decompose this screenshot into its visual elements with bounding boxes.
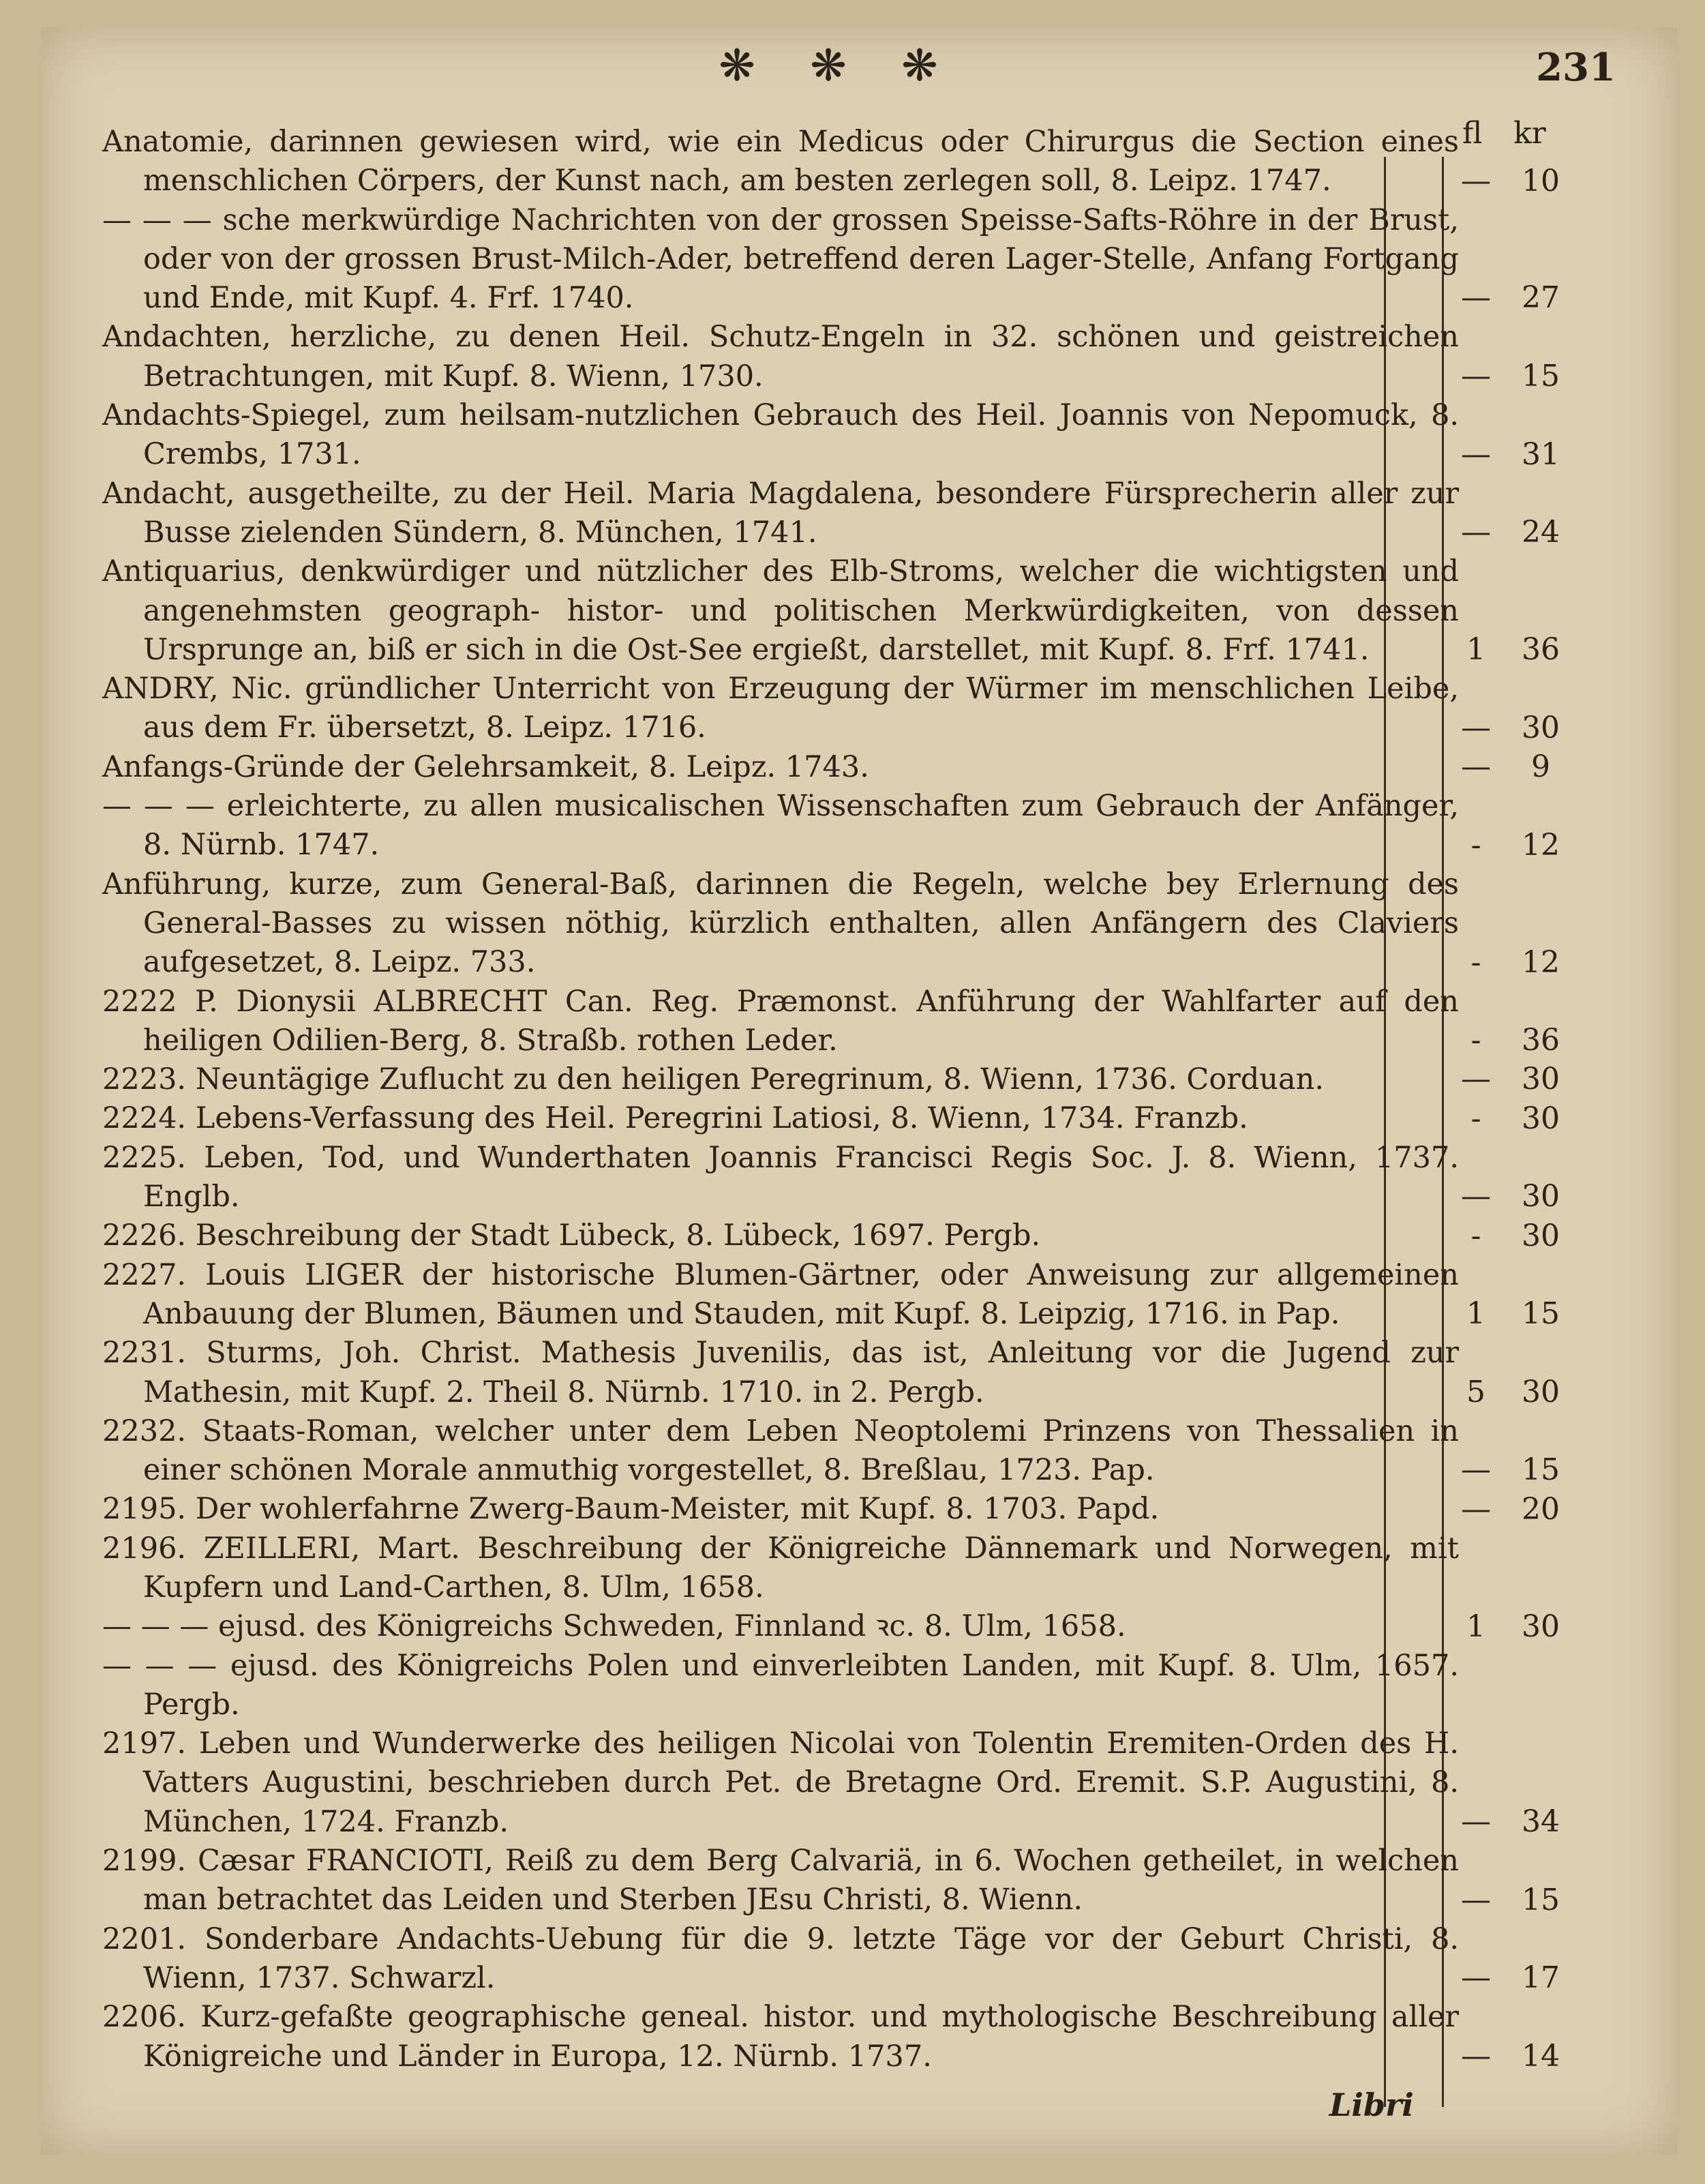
price-florin: - <box>1470 827 1481 863</box>
price-kreuzer: 14 <box>1522 2038 1560 2074</box>
catalog-entry <box>102 670 1670 748</box>
price-kreuzer: 30 <box>1522 1374 1560 1409</box>
entry-text: Andachten, herzliche, zu denen Heil. Schutz-Engeln in 32. schönen und geistreichen Betrachtungen, mit Kupf. 8. Wienn, 1730. <box>102 320 1459 393</box>
entry-text: — — — sche merkwürdige Nachrichten von der grossen Speisse-Safts-Röhre in der Brust, oder von der grossen Brust-Milch-Ader, betreffend deren Lager-Stelle, Anfang Fortgang und Ende, mit Kupf. 4. Frf. 1740. <box>102 203 1459 316</box>
price-kreuzer: 24 <box>1522 515 1560 550</box>
price-florin: — <box>1461 1062 1491 1097</box>
price-florin: - <box>1470 1101 1481 1136</box>
price-kreuzer: 15 <box>1522 1882 1560 1917</box>
price-kreuzer: 27 <box>1522 280 1560 316</box>
entry-text: Andachts-Spiegel, zum heilsam-nutzlichen Gebrauch des Heil. Joannis von Nepomuck, 8. Crembs, 1731. <box>102 398 1459 472</box>
catalog-entries <box>102 123 1670 2076</box>
entry-text: 2226. Beschreibung der Stadt Lübeck, 8. Lübeck, 1697. Pergb. <box>102 1218 1041 1253</box>
entry-text: 2195. Der wohlerfahrne Zwerg-Baum-Meister, mit Kupf. 8. 1703. Papd. <box>102 1492 1160 1527</box>
price-kreuzer: 36 <box>1522 1023 1560 1058</box>
catalog-entry <box>102 1139 1670 1217</box>
price-florin: — <box>1461 2038 1491 2074</box>
catalog-entry <box>102 1724 1670 1842</box>
price-florin: — <box>1461 1491 1491 1527</box>
entry-text: 2232. Staats-Roman, welcher unter dem Leben Neoptolemi Prinzens von Thessalien in einer schönen Morale anmuthig vorgestellet, 8. Breßlau, 1723. Pap. <box>102 1413 1459 1488</box>
price-kreuzer: 30 <box>1522 1218 1560 1253</box>
catalog-entry <box>102 318 1670 396</box>
entry-text: — — — erleichterte, zu allen musicalischen Wissenschaften zum Gebrauch der Anfänger, 8. Nürnb. 1747. <box>102 789 1459 863</box>
entry-text: Antiquarius, denkwürdiger und nützlicher des Elb-Stroms, welcher die wichtigsten und angenehmsten geograph- histor- und politischen Merkwürdigkeiten, von dessen Ursprunge an, biß er sich in die Ost-See ergießt, darstellet, mit Kupf. 8. Frf. 1741. <box>102 554 1459 667</box>
catalog-entry <box>102 552 1670 670</box>
price-florin: — <box>1461 1882 1491 1917</box>
price-florin: - <box>1470 944 1481 980</box>
price-kreuzer: 10 <box>1522 163 1560 198</box>
entry-text: — — — ejusd. des Königreichs Polen und einverleibten Landen, mit Kupf. 8. Ulm, 1657. Pergb. <box>102 1648 1459 1722</box>
price-florin: — <box>1461 1960 1491 1996</box>
catalog-entry <box>102 1216 1670 1255</box>
entry-text: 2197. Leben und Wunderwerke des heiligen Nicolai von Tolentin Eremiten-Orden des H. Vatters Augustini, beschrieben durch Pet. de Bretagne Ord. Eremit. S.P. Augustini, 8. München, 1724. Franzb. <box>102 1726 1459 1839</box>
price-florin: 1 <box>1466 632 1485 668</box>
catalog-entry <box>102 1842 1670 1920</box>
price-florin: — <box>1461 280 1491 316</box>
catalog-entry <box>102 1490 1670 1529</box>
catalog-entry <box>102 983 1670 1061</box>
entry-text: 2206. Kurz-gefaßte geographische geneal. histor. und mythologische Beschreibung aller Königreiche und Länder in Europa, 12. Nürnb. 1737. <box>102 2000 1459 2074</box>
entry-text: ANDRY, Nic. gründlicher Unterricht von Erzeugung der Würmer im menschlichen Leibe, aus dem Fr. übersetzt, 8. Leipz. 1716. <box>102 672 1459 745</box>
price-florin: 1 <box>1466 1296 1485 1332</box>
entry-text: 2223. Neuntägige Zuflucht zu den heiligen Peregrinum, 8. Wienn, 1736. Corduan. <box>102 1062 1324 1097</box>
catalog-entry <box>102 396 1670 475</box>
price-florin: — <box>1461 1179 1491 1214</box>
price-kreuzer: 12 <box>1522 944 1560 980</box>
catalog-entry <box>102 1998 1670 2076</box>
catalog-entry <box>102 1920 1670 1999</box>
catalog-entry <box>102 1412 1670 1491</box>
catalog-entry <box>102 865 1670 983</box>
price-florin: — <box>1461 515 1491 550</box>
entry-text: 2225. Leben, Tod, und Wunderthaten Joannis Francisci Regis Soc. J. 8. Wienn, 1737. Englb. <box>102 1140 1459 1214</box>
entry-text: — — — ejusd. des Königreichs Schweden, Finnland ꝛc. 8. Ulm, 1658. <box>102 1609 1126 1644</box>
price-florin: 5 <box>1466 1374 1485 1409</box>
catalog-entry <box>102 1256 1670 1334</box>
price-kreuzer: 34 <box>1522 1804 1560 1840</box>
catalog-entry <box>102 787 1670 865</box>
entry-text: Anatomie, darinnen gewiesen wird, wie ein Medicus oder Chirurgus die Section eines menschlichen Cörpers, der Kunst nach, am besten zerlegen soll, 8. Leipz. 1747. <box>102 125 1459 198</box>
header-ornament: ❋ ❋ ❋ <box>719 41 959 91</box>
price-kreuzer: 30 <box>1522 1101 1560 1136</box>
price-florin: — <box>1461 710 1491 745</box>
entry-text: 2227. Louis LIGER der historische Blumen-Gärtner, oder Anweisung zur allgemeinen Anbauung der Blumen, Bäumen und Stauden, mit Kupf. 8. Leipzig, 1716. in Pap. <box>102 1257 1459 1331</box>
catalog-entry <box>102 201 1670 318</box>
catalog-entry <box>102 123 1670 201</box>
catalog-entry <box>102 1647 1670 1725</box>
entry-text: Anfangs-Gründe der Gelehrsamkeit, 8. Leipz. 1743. <box>102 749 869 784</box>
price-kreuzer: 9 <box>1531 749 1550 785</box>
price-kreuzer: 15 <box>1522 1296 1560 1332</box>
price-florin: — <box>1461 359 1491 394</box>
catalog-entry <box>102 1334 1670 1412</box>
price-florin: - <box>1470 1023 1481 1058</box>
catalog-entry <box>102 1099 1670 1138</box>
entry-text: Andacht, ausgetheilte, zu der Heil. Maria Magdalena, besondere Fürsprecherin aller zur Busse zielenden Sündern, 8. München, 1741. <box>102 476 1459 550</box>
page-header <box>41 41 1677 102</box>
price-florin: — <box>1461 1804 1491 1840</box>
price-florin: — <box>1461 749 1491 785</box>
price-kreuzer: 20 <box>1522 1491 1560 1527</box>
price-kreuzer: 30 <box>1522 1062 1560 1097</box>
column-header-fl: fl <box>1462 116 1483 151</box>
entry-text: 2231. Sturms, Joh. Christ. Mathesis Juvenilis, das ist, Anleitung vor die Jugend zur Mathesin, mit Kupf. 2. Theil 8. Nürnb. 1710. in 2. Pergb. <box>102 1336 1459 1409</box>
page-number: 231 <box>1536 45 1616 90</box>
entry-text: 2224. Lebens-Verfassung des Heil. Peregrini Latiosi, 8. Wienn, 1734. Franzb. <box>102 1101 1248 1136</box>
price-kreuzer: 31 <box>1522 436 1560 472</box>
price-florin: 1 <box>1466 1609 1485 1644</box>
catalog-entry <box>102 1607 1670 1646</box>
catalog-entry <box>102 1529 1670 1608</box>
entry-text: 2222 P. Dionysii ALBRECHT Can. Reg. Præmonst. Anführung der Wahlfarter auf den heiligen Odilien-Berg, 8. Straßb. rothen Leder. <box>102 984 1459 1058</box>
price-kreuzer: 30 <box>1522 710 1560 745</box>
price-kreuzer: 30 <box>1522 1609 1560 1644</box>
price-kreuzer: 15 <box>1522 1452 1560 1488</box>
price-kreuzer: 12 <box>1522 827 1560 863</box>
column-header-kr: kr <box>1513 116 1546 151</box>
entry-text: 2196. ZEILLERI, Mart. Beschreibung der Königreiche Dännemark und Norwegen, mit Kupfern und Land-Carthen, 8. Ulm, 1658. <box>102 1531 1459 1604</box>
entry-text: Anführung, kurze, zum General-Baß, darinnen die Regeln, welche bey Erlernung des General-Basses zu wissen nöthig, kürzlich enthalten, allen Anfängern des Claviers aufgesetzet, 8. Leipz. 733. <box>102 867 1459 980</box>
entry-text: 2199. Cæsar FRANCIOTI, Reiß zu dem Berg Calvariä, in 6. Wochen getheilet, in welchen man betrachtet das Leiden und Sterben JEsu Christi, 8. Wienn. <box>102 1844 1459 1917</box>
price-kreuzer: 36 <box>1522 632 1560 668</box>
catchword: Libri <box>1329 2086 1414 2123</box>
price-florin: — <box>1461 1452 1491 1488</box>
price-kreuzer: 30 <box>1522 1179 1560 1214</box>
catalog-page <box>41 27 1677 2155</box>
catalog-entry <box>102 748 1670 787</box>
price-florin: — <box>1461 163 1491 198</box>
price-kreuzer: 17 <box>1522 1960 1560 1996</box>
price-florin: - <box>1470 1218 1481 1253</box>
price-kreuzer: 15 <box>1522 359 1560 394</box>
price-florin: — <box>1461 436 1491 472</box>
entry-text: 2201. Sonderbare Andachts-Uebung für die 9. letzte Täge vor der Geburt Christi, 8. Wienn, 1737. Schwarzl. <box>102 1921 1459 1995</box>
catalog-entry <box>102 1060 1670 1099</box>
catalog-entry <box>102 475 1670 553</box>
